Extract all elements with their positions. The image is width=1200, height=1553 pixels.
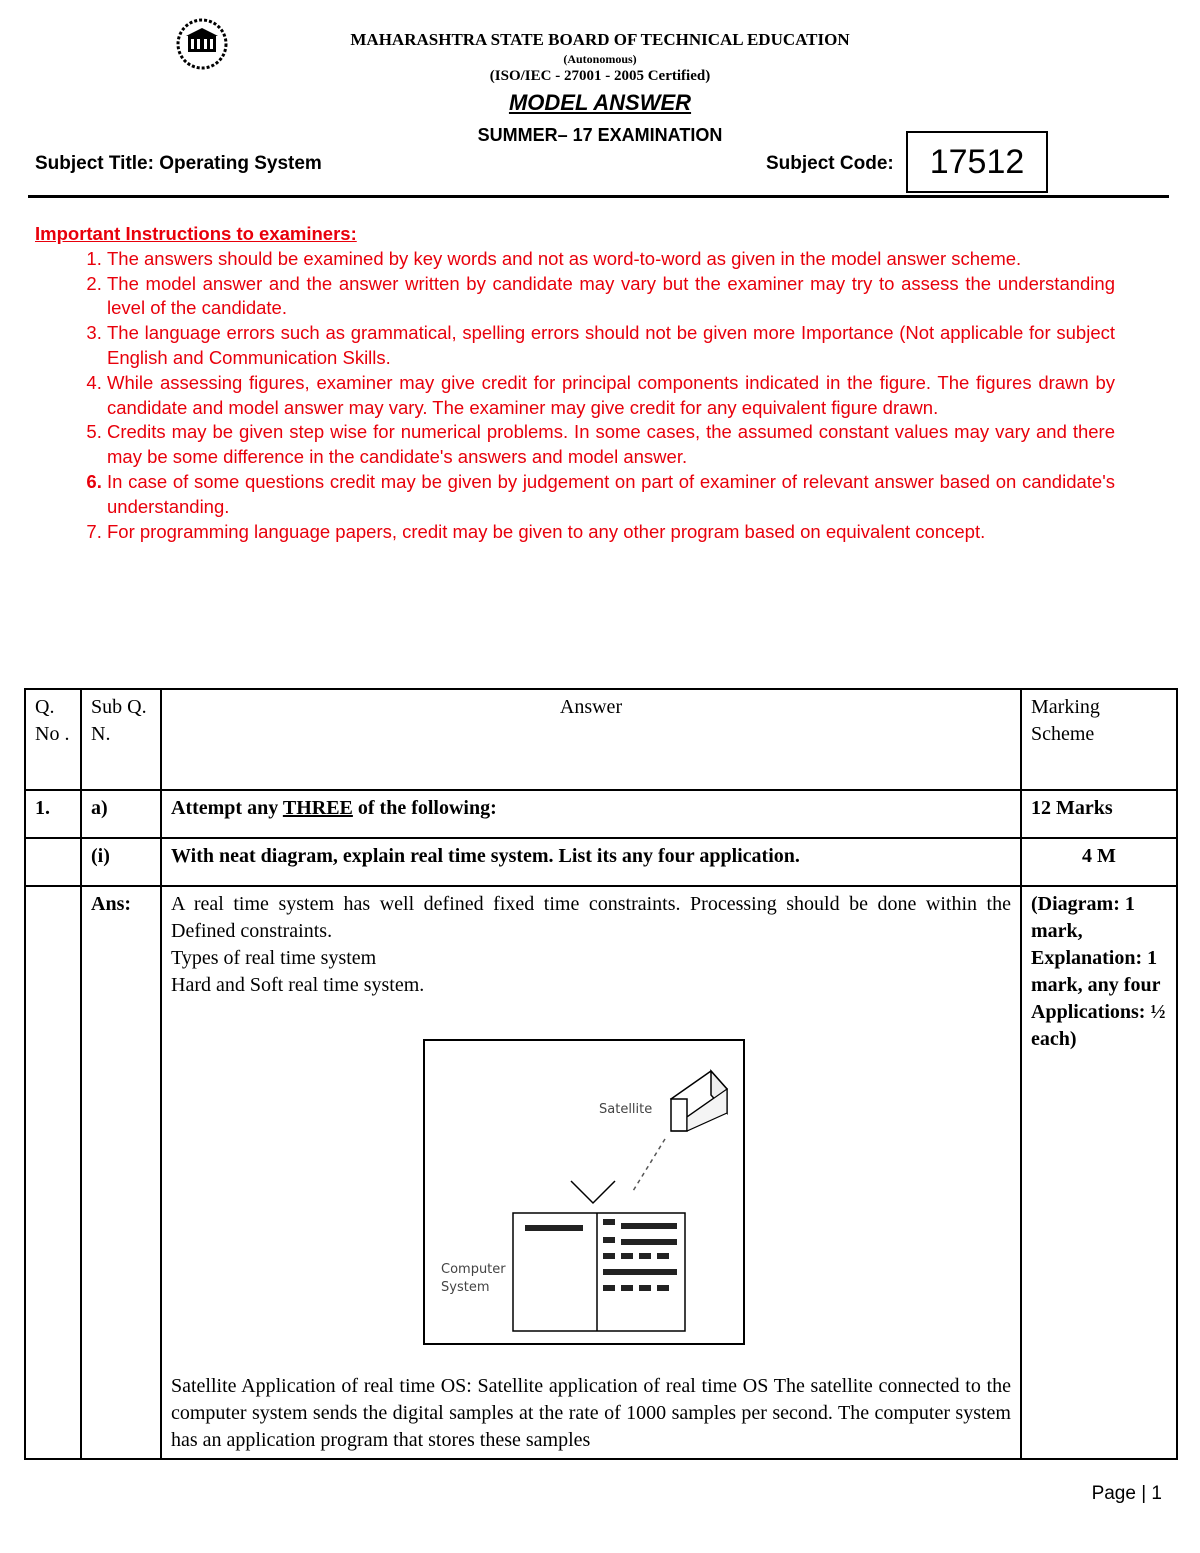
table-row: [25, 838, 1177, 886]
instruction-item: 4. While assessing figures, examiner may give credit for principal components indicated in the figure. The figures drawn by candidate and model answer may vary. The examiner may give credit for any equivalent figure drawn.: [107, 371, 1115, 421]
autonomous-label: (Autonomous): [563, 52, 637, 66]
diagram-drawing: [425, 1041, 739, 1339]
instruction-emphasis: THREE: [282, 797, 353, 819]
answer-text: Types of real time system: [171, 947, 377, 969]
header-divider: [28, 195, 1169, 198]
instructions-title: Important Instructions to examiners:: [35, 223, 357, 244]
instruction-item: 6. In case of some questions credit may be given by judgement on part of examiner of relevant answer based on candidate's understanding.: [107, 470, 1115, 520]
page-number: Page | 1: [1091, 1483, 1162, 1504]
answer-paragraph: Satellite Application of real time OS: Satellite application of real time OS The satellite connected to the computer system sends the digital samples at the rate of 1000 samples per second. The computer system has an application program that stores these samples: [171, 1375, 1011, 1451]
instruction-item: 1. The answers should be examined by key words and not as word-to-word as given in the model answer scheme.: [107, 247, 1115, 272]
sub-question: (i): [81, 838, 161, 886]
subject-code-label: Subject Code:: [766, 153, 894, 174]
instruction-item: 7. For programming language papers, credit may be given to any other program based on equivalent concept.: [107, 520, 1115, 545]
question-number: 1.: [25, 790, 81, 838]
marks: 12 Marks: [1021, 790, 1177, 838]
instructions-section: [35, 222, 1115, 544]
question-instruction: [161, 790, 1021, 838]
instruction-text: of the following:: [352, 797, 497, 819]
signal-link: [633, 1139, 665, 1191]
arrow-icon: [571, 1181, 615, 1203]
satellite-label: Satellite: [599, 1102, 653, 1117]
answer-text: A real time system has well defined fixed time constraints. Processing should be done within the Defined constraints.: [171, 893, 1011, 942]
marking-scheme: (Diagram: 1 mark, Explanation: 1 mark, any four Applications: ½ each): [1021, 886, 1177, 1459]
question-text: With neat diagram, explain real time system. List its any four application.: [161, 838, 1021, 886]
marks: 4 M: [1021, 838, 1177, 886]
instruction-text: Attempt any: [171, 797, 283, 819]
subject-code-box: [906, 131, 1048, 193]
board-name: MAHARASHTRA STATE BOARD OF TECHNICAL EDUCATION: [350, 30, 850, 49]
empty-cell: [25, 838, 81, 886]
computer-label: Computer: [441, 1262, 506, 1277]
answer-table: [24, 688, 1178, 1460]
header-answer: Answer: [161, 689, 1021, 790]
table-header-row: [25, 689, 1177, 790]
empty-cell: [25, 886, 81, 1459]
answer-cell: [161, 886, 1021, 1459]
table-row: [25, 886, 1177, 1459]
system-label: System: [441, 1280, 490, 1295]
header-subqn: Sub Q. N.: [81, 689, 161, 790]
answer-label: Ans:: [81, 886, 161, 1459]
model-answer-title: MODEL ANSWER: [508, 90, 692, 115]
subject-code: 17512: [929, 142, 1025, 181]
subject-title: Subject Title: Operating System: [35, 153, 322, 174]
answer-text: Hard and Soft real time system.: [171, 974, 425, 996]
instructions-list: [35, 247, 1115, 545]
iso-certification: (ISO/IEC - 27001 - 2005 Certified): [489, 68, 711, 84]
instruction-item: 5. Credits may be given step wise for numerical problems. In some cases, the assumed constant values may vary and there may be some difference in the candidate's answers and model answer.: [107, 420, 1115, 470]
sub-question: a): [81, 790, 161, 838]
instruction-item: 2. The model answer and the answer written by candidate may vary but the examiner may try to assess the understanding level of the candidate.: [107, 272, 1115, 322]
real-time-system-diagram: [423, 1039, 745, 1345]
header-marking: Marking Scheme: [1021, 689, 1177, 790]
header-qno: Q. No .: [25, 689, 81, 790]
table-row: [25, 790, 1177, 838]
satellite-front: [671, 1099, 687, 1131]
exam-title: SUMMER– 17 EXAMINATION: [477, 125, 723, 145]
instruction-item: 3. The language errors such as grammatical, spelling errors should not be given more Importance (Not applicable for subject English and Communication Skills.: [107, 321, 1115, 371]
